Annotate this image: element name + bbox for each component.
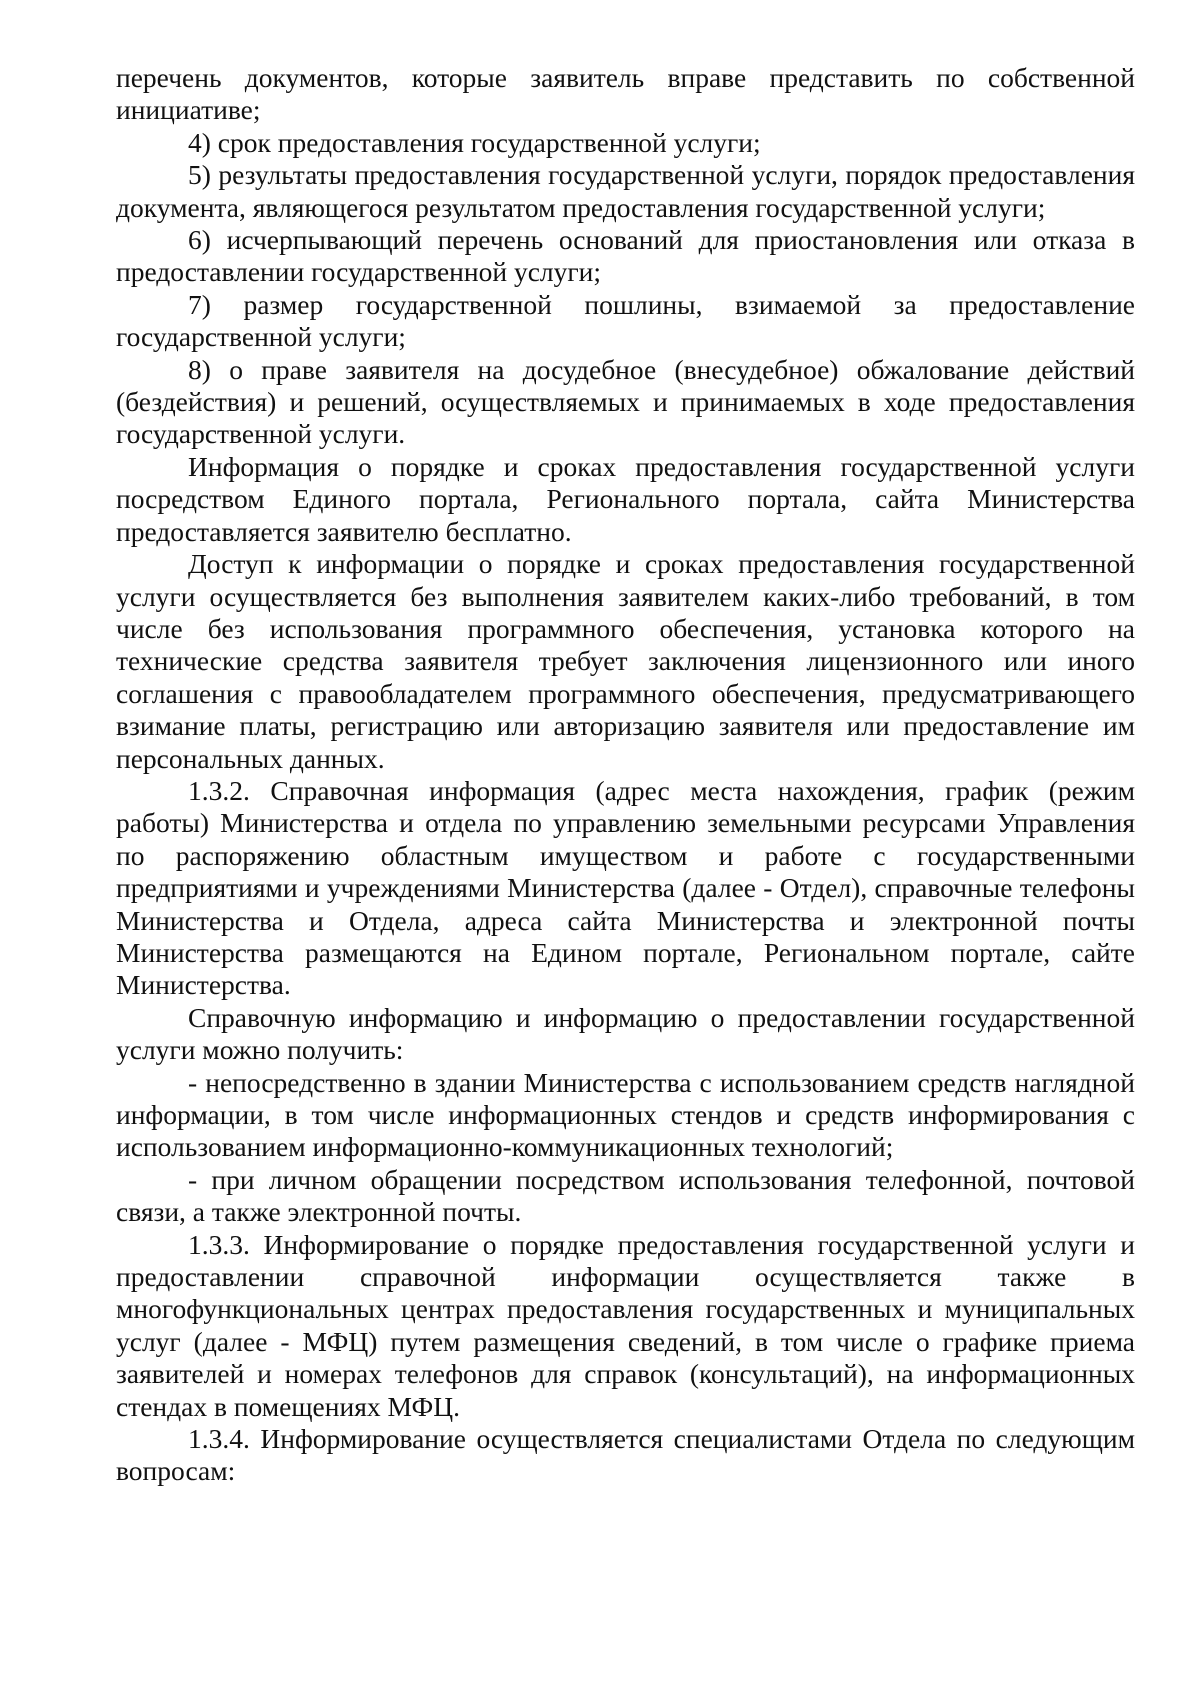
paragraph-access-info: Доступ к информации о порядке и сроках предоставления государственной услуги осуществляется без выполнения заявителем каких-либо требований, в том числе без использования программного обеспечения, установка которого на технические средства заявителя требует заключения лицензионного или иного соглашения с правообладателем программного обеспечения, предусматривающего взимание платы, регистрацию или авторизацию заявителя или предоставление им персональных данных. xyxy=(116,548,1135,774)
paragraph-item-4: 4) срок предоставления государственной услуги; xyxy=(188,126,761,158)
paragraph-1-3-2: 1.3.2. Справочная информация (адрес места нахождения, график (режим работы) Министерства и отдела по управлению земельными ресурсами Управления по распоряжению областным имуществом и работе с государственными предприятиями и учреждениями Министерства (далее - Отдел), справочные телефоны Министерства и Отдела, адреса сайта Министерства и электронной почты Министерства размещаются на Едином портале, Региональном портале, сайте Министерства. xyxy=(116,774,1135,1001)
paragraph-1-3-3: 1.3.3. Информирование о порядке предоставления государственной услуги и предоставлении справочной информации осуществляется также в многофункциональных центрах предоставления государственных и муниципальных услуг (далее - МФЦ) путем размещения сведений, в том числе о графике приема заявителей и номерах телефонов для справок (консультаций), на информационных стендах в помещениях МФЦ. xyxy=(116,1228,1135,1422)
paragraph-info-free: Информация о порядке и сроках предоставления государственной услуги посредством Единого портала, Регионального портала, сайта Министерства предоставляется заявителю бесплатно. xyxy=(116,450,1135,547)
paragraph-reference-info: Справочную информацию и информацию о предоставлении государственной услуги можно получить: xyxy=(116,1001,1135,1066)
paragraph-item-5: 5) результаты предоставления государственной услуги, порядок предоставления документа, являющегося результатом предоставления государственной услуги; xyxy=(116,159,1135,223)
paragraph-item-7: 7) размер государственной пошлины, взимаемой за предоставление государственной услуги; xyxy=(116,288,1135,353)
paragraph-bullet-personal: - при личном обращении посредством использования телефонной, почтовой связи, а также электронной почты. xyxy=(116,1163,1135,1228)
paragraph-1-3-4: 1.3.4. Информирование осуществляется специалистами Отдела по следующим вопросам: xyxy=(116,1423,1135,1487)
paragraph-item-8: 8) о праве заявителя на досудебное (внесудебное) обжалование действий (бездействия) и решений, осуществляемых и принимаемых в ходе предоставления государственной услуги. xyxy=(116,353,1135,450)
document-body xyxy=(116,62,1135,1488)
paragraph-bullet-building: - непосредственно в здании Министерства с использованием средств наглядной информации, в том числе информационных стендов и средств информирования с использованием информационно-коммуникационных технологий; xyxy=(116,1066,1135,1163)
paragraph-item-6: 6) исчерпывающий перечень оснований для приостановления или отказа в предоставлении государственной услуги; xyxy=(116,224,1135,288)
paragraph-continuation: перечень документов, которые заявитель вправе представить по собственной инициативе; xyxy=(116,62,1135,126)
